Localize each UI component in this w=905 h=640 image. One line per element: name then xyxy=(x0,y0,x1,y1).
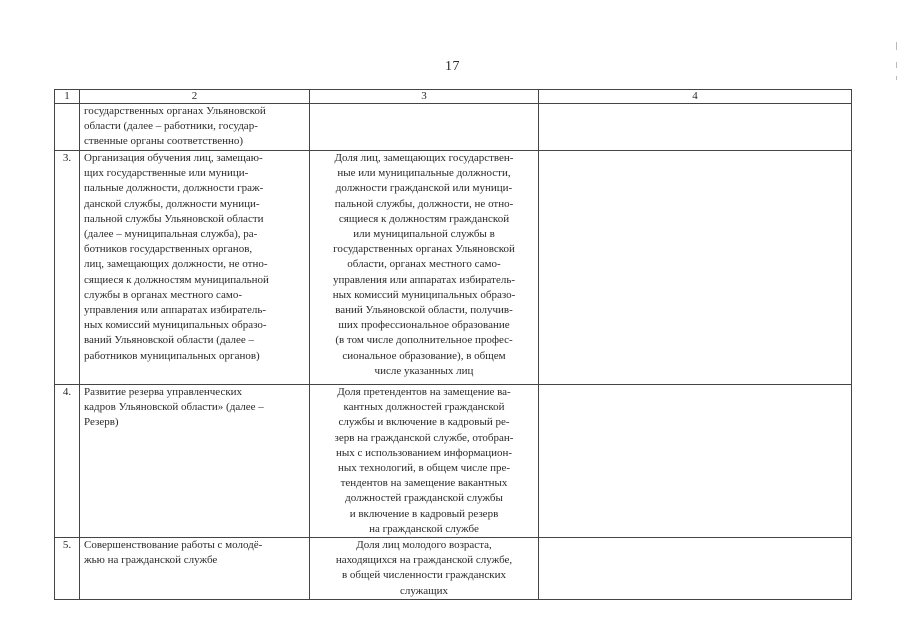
column-4-cell xyxy=(539,538,852,600)
row-number-cell: 3. xyxy=(55,151,80,385)
indicator-cell xyxy=(310,385,539,538)
description-line: ных комиссий муниципальных образо- xyxy=(84,319,267,332)
description-line: государственных органах Ульяновской xyxy=(84,105,266,117)
measure-description-cell xyxy=(80,104,310,151)
indicator-cell xyxy=(310,151,539,385)
description-line: Резерв) xyxy=(84,416,119,429)
table-row xyxy=(55,538,852,600)
indicator-line: и включение в кадровый резерв xyxy=(349,507,499,520)
indicator-line: кантных должностей гражданской xyxy=(343,401,505,414)
description-line: Развитие резерва управленческих xyxy=(84,386,243,398)
indicator-line: находящихся на гражданской службе, xyxy=(335,554,513,567)
indicator-line: или муниципальной службы в xyxy=(353,228,495,241)
indicator-cell xyxy=(310,538,539,600)
indicator-line: ных технологий, в общем числе пре- xyxy=(337,462,511,475)
description-line: работников муниципальных органов) xyxy=(84,349,260,362)
description-line: жью на гражданской службе xyxy=(84,554,218,567)
description-line: Организация обучения лиц, замещаю- xyxy=(84,152,263,164)
description-line: сящиеся к должностям муниципальной xyxy=(84,273,269,286)
indicator-line: Доля лиц, замещающих государствен- xyxy=(334,152,514,164)
indicator-line: ных комиссий муниципальных образо- xyxy=(332,288,516,301)
description-line: управления или аппаратах избиратель- xyxy=(84,304,267,317)
indicator-line: должностей гражданской службы xyxy=(345,492,503,505)
indicator-line: зерв на гражданской службе, отобран- xyxy=(334,431,514,444)
indicator-line: ваний Ульяновской области, получив- xyxy=(335,304,513,317)
indicator-line: службы и включение в кадровый ре- xyxy=(338,416,510,429)
description-line: ваний Ульяновской области (далее – xyxy=(84,334,255,347)
description-line: лиц, замещающих должности, не отно- xyxy=(84,258,268,271)
indicator-line: должности гражданской или муници- xyxy=(335,182,513,195)
indicator-line: управления или аппаратах избиратель- xyxy=(332,273,516,286)
indicator-line: числе указанных лиц xyxy=(374,364,474,377)
indicator-line: тендентов на замещение вакантных xyxy=(340,477,508,490)
description-line: области (далее – работники, государ- xyxy=(84,120,258,133)
indicator-line: государственных органах Ульяновской xyxy=(333,243,515,256)
description-line: щих государственные или муници- xyxy=(84,167,249,180)
margin-mark xyxy=(896,62,897,68)
page-number: 17 xyxy=(445,59,460,74)
description-line: (далее – муниципальная служба), ра- xyxy=(84,228,258,241)
indicator-line: области, органах местного само- xyxy=(347,258,501,271)
description-line: пальной службы Ульяновской области xyxy=(84,212,264,225)
indicator-line: сиональное образование), в общем xyxy=(342,349,506,362)
description-line: данской службы, должности муници- xyxy=(84,197,260,210)
row-number-cell: 4. xyxy=(55,385,80,538)
measure-description-cell xyxy=(80,385,310,538)
table-header-row xyxy=(55,90,852,104)
description-line: Совершенствование работы с молодё- xyxy=(84,539,263,552)
description-line: пальные должности, должности граж- xyxy=(84,182,264,195)
margin-mark xyxy=(896,42,897,50)
description-line: службы в органах местного само- xyxy=(84,288,242,301)
indicator-line: ных с использованием информацион- xyxy=(335,446,513,459)
indicator-line: ших профессиональное образование xyxy=(338,319,510,332)
indicator-cell xyxy=(310,104,539,151)
measure-description-cell xyxy=(80,151,310,385)
indicator-line: сящиеся к должностям гражданской xyxy=(338,212,510,225)
column-4-cell xyxy=(539,151,852,385)
row-number-cell: 5. xyxy=(55,538,80,600)
indicator-line: Доля претендентов на замещение ва- xyxy=(337,386,511,398)
column-header: 1 xyxy=(55,90,80,104)
indicator-line: на гражданской службе xyxy=(369,522,479,535)
table-row xyxy=(55,104,852,151)
indicator-line: пальной службы, должности, не отно- xyxy=(334,197,514,210)
indicator-line: служащих xyxy=(399,584,449,597)
table-row xyxy=(55,385,852,538)
description-line: ботников государственных органов, xyxy=(84,243,253,256)
margin-mark xyxy=(896,76,897,80)
column-4-cell xyxy=(539,104,852,151)
row-number-cell xyxy=(55,104,80,151)
measure-description-cell xyxy=(80,538,310,600)
measures-table xyxy=(54,89,852,600)
description-line: кадров Ульяновской области» (далее – xyxy=(84,401,264,414)
column-header: 2 xyxy=(80,90,310,104)
column-4-cell xyxy=(539,385,852,538)
column-header: 4 xyxy=(539,90,852,104)
table-row xyxy=(55,151,852,385)
description-line: ственные органы соответственно) xyxy=(84,135,244,148)
indicator-line: в общей численности гражданских xyxy=(341,569,507,582)
indicator-line: Доля лиц молодого возраста, xyxy=(356,539,492,552)
indicator-line: ные или муниципальные должности, xyxy=(337,167,511,180)
column-header: 3 xyxy=(310,90,539,104)
indicator-line: (в том числе дополнительное профес- xyxy=(335,334,513,347)
